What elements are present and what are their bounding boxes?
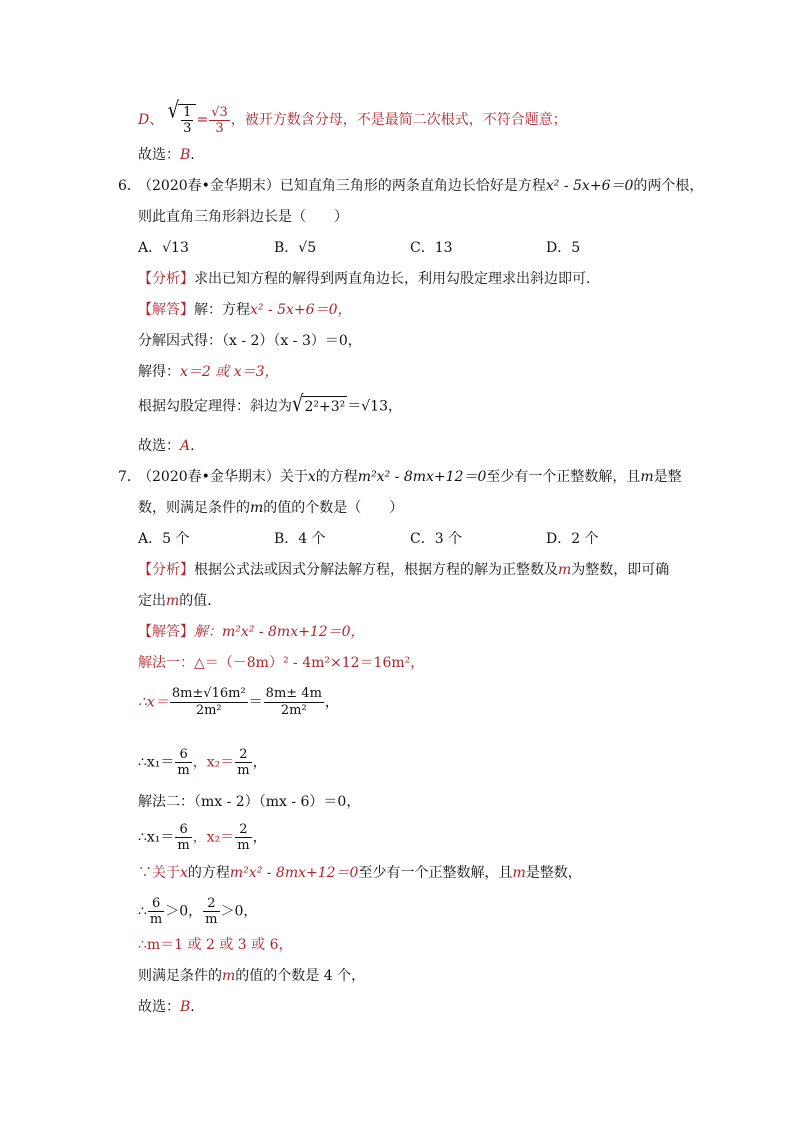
q6-analysis: 【分析】求出已知方程的解得到两直角边长，利用勾股定理求出斜边即可．: [138, 271, 600, 287]
q7-formula-fraction-1: $\frac{\text{8m±√16m²}}{\text{2m²}}$: [171, 686, 246, 718]
q5-rhs-fraction: $\frac{√3}{3}$: [211, 104, 228, 136]
q7-stem-line1: （2020春•金华期末）关于x的方程m²x² - 8mx+12＝0至少有一个正整数解，且m是整: [138, 469, 682, 485]
q5-option-d-text: ，被开方数含分母，不是最简二次根式，不符合题意；: [230, 112, 567, 128]
q6-stem-line1: （2020春•金华期末）已知直角三角形的两条直角边长恰好是方程x² - 5x+6＝0的两个根，: [138, 178, 704, 194]
q6-solution-line1: 【解答】解：方程x² - 5x+6＝0，: [138, 302, 352, 318]
q7-solution-line1: 【解答】解：m²x² - 8mx+12＝0，: [138, 624, 365, 640]
q7-m-values: ∴m＝1 或 2 或 3 或 6，: [138, 937, 293, 953]
q7-solution-tag: 【解答】: [138, 624, 194, 640]
q6-stem-line2: 则此直角三角形斜边长是（ ）: [138, 209, 348, 225]
q6-analysis-tag: 【分析】: [138, 271, 194, 287]
q6-number: 6．: [118, 178, 141, 194]
q7-answer-value: B: [180, 999, 191, 1015]
q5-answer: 故选：B.: [138, 147, 195, 163]
q7-x-formula: ∴x＝ $\frac{\text{8m±√16m²}}{\text{2m²}}$ ＝ $\frac{8m\pm 4m}{\text{2m²}}$ ，: [138, 686, 339, 718]
q7-stem-line2: 数，则满足条件的m的值的个数是（ ）: [138, 500, 404, 516]
q6-option-c: C．13: [410, 240, 453, 256]
q5-option-d-line: D、 √ $\frac{1}{3}$ = $\frac{√3}{3}$ ，被开方数含分母，不是最简二次根式，不符合题意；: [138, 97, 567, 136]
q7-roots-method2: ∴x₁＝ $\frac{6}{m}$ ，x₂＝ $\frac{2}{m}$ ，: [138, 822, 267, 853]
q7-inequalities: ∴ $\frac{6}{m}$ ＞0， $\frac{2}{m}$ ＞0，: [138, 896, 258, 927]
q7-because: ∵关于x的方程m²x² - 8mx+12＝0至少有一个正整数解，且m是整数，: [138, 865, 582, 881]
q6-solution-tag: 【解答】: [138, 302, 194, 318]
q6-answer-value: A: [180, 438, 191, 454]
q6-option-a: A．√13: [138, 240, 189, 256]
q7-analysis-line1: 【分析】根据公式法或因式分解法解方程，根据方程的解为正整数及m为整数，即可确: [138, 562, 670, 578]
q7-formula-fraction-2: $\frac{8m\pm 4m}{\text{2m²}}$: [265, 686, 322, 718]
q7-option-b: B．4 个: [274, 531, 326, 547]
q6-solution-line2: 分解因式得：（x - 2）（x - 3）＝0，: [138, 333, 362, 349]
q6-answer: 故选：A.: [138, 438, 195, 454]
q5-sqrt-fraction: √ $\frac{1}{3}$: [168, 104, 197, 136]
q6-option-b: B．√5: [274, 240, 317, 256]
q7-number: 7．: [118, 469, 141, 485]
q7-options: [138, 529, 682, 549]
q5-option-d-letter: D: [138, 112, 150, 128]
q7-answer: 故选：B.: [138, 999, 195, 1015]
q6-solution-line3: 解得：x＝2 或 x＝3，: [138, 364, 279, 380]
q7-count: 则满足条件的m的值的个数是 4 个，: [138, 968, 366, 984]
q7-method1: 解法一：△＝（－8m）² - 4m²×12＝16m²，: [138, 655, 425, 671]
q7-option-a: A．5 个: [138, 531, 190, 547]
q7-option-c: C．3 个: [410, 531, 463, 547]
q7-method2: 解法二：（mx - 2）（mx - 6）＝0，: [138, 794, 361, 810]
q7-analysis-line2: 定出m的值．: [138, 593, 222, 609]
q6-hyp-sqrt: √ 2²+3²: [292, 390, 346, 418]
q7-option-d: D．2 个: [546, 531, 599, 547]
q7-roots-method1: ∴x₁＝ $\frac{6}{m}$ ，x₂＝ $\frac{2}{m}$ ，: [138, 747, 267, 778]
q6-option-d: D．5: [546, 240, 581, 256]
q6-solution-line4: 根据勾股定理得：斜边为 √ 2²+3² ＝√13，: [138, 390, 403, 418]
q7-analysis-tag: 【分析】: [138, 562, 194, 578]
q5-answer-value: B: [180, 147, 191, 163]
q6-options: [138, 238, 682, 258]
